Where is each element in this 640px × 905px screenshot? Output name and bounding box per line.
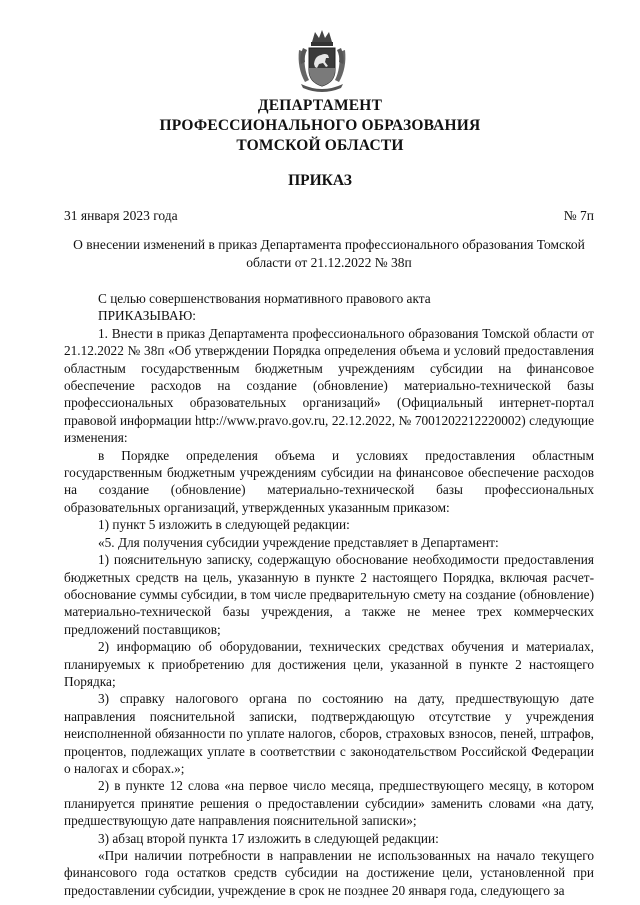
body-paragraph: 1. Внести в приказ Департамента профессионального образования Томской области от 21.12.2022 № 38п «Об утверждении Порядка определения объема и условий предоставления областным государственным бюджетным учреждениям субсидии на финансовое обеспечение расходов на создание (обновление) материально-технической базы профессиональных образовательных организаций» (Официальный интернет-портал правовой информации http://www.pravo.gov.ru, 22.12.2022, № 7001202212220002) следующие изменения:	[64, 325, 594, 446]
department-title-line-3: ТОМСКОЙ ОБЛАСТИ	[236, 137, 404, 154]
document-body	[64, 290, 594, 899]
body-paragraph: 3) справку налогового органа по состоянию на дату, предшествующую дате направления пояснительной записки, подтверждающую отсутствие у учреждения неисполненной обязанности по уплате налогов, сборов, страховых взносов, пеней, штрафов, процентов, подлежащих уплате в соответствии с законодательством Российской Федерации о налогах и сборах.»;	[64, 691, 594, 776]
body-paragraph: 2) информацию об оборудовании, технических средствах обучения и материалах, планируемых к приобретению для достижения цели, указанной в пункте 2 настоящего Порядка;	[64, 639, 594, 689]
body-paragraph: 1) пункт 5 изложить в следующей редакции:	[98, 517, 350, 533]
document-date: 31 января 2023 года	[64, 208, 178, 223]
body-paragraph: 2) в пункте 12 слова «на первое число месяца, предшествующего месяцу, в котором планируется принятие решения о предоставлении субсидии» заменить словами «на дату, предшествующую дате направления пояснительной записки»;	[64, 778, 594, 829]
document-subject: О внесении изменений в приказ Департамента профессионального образования Томской области от 21.12.2022 № 38п	[73, 237, 585, 270]
tomsk-oblast-coat-of-arms-icon	[295, 28, 349, 94]
body-paragraph: С целью совершенствования нормативного правового акта	[98, 291, 431, 306]
department-title-line-2: ПРОФЕССИОНАЛЬНОГО ОБРАЗОВАНИЯ	[159, 117, 481, 134]
body-paragraph: ПРИКАЗЫВАЮ:	[98, 308, 196, 324]
body-paragraph: «При наличии потребности в направлении не использованных на начало текущего финансового года остатков средств субсидии на достижение цели, установленной при предоставлении субсидии, учреждение в срок не позднее 20 января года, следующего за	[64, 848, 594, 898]
body-paragraph: в Порядке определения объема и условиях предоставления областным государственным бюджетным учреждениям субсидии на финансовое обеспечение расходов на создание (обновление) материально-технической базы профессиональных образовательных организаций, утвержденных указанным приказом:	[64, 447, 594, 515]
body-paragraph: «5. Для получения субсидии учреждение представляет в Департамент:	[98, 534, 499, 550]
body-paragraph: 3) абзац второй пункта 17 изложить в следующей редакции:	[98, 830, 439, 846]
document-number: № 7п	[563, 208, 594, 223]
department-title-line-1: ДЕПАРТАМЕНТ	[257, 97, 383, 114]
body-paragraph: 1) пояснительную записку, содержащую обоснование необходимости предоставления бюджетных средств на цель, указанную в пункте 2 настоящего Порядка, включая расчет-обоснование суммы субсидии, в том числе предварительную смету на создание (обновление) материально-технической базы учреждения, а также не менее трех коммерческих предложений поставщиков;	[64, 552, 594, 637]
document-type-title: ПРИКАЗ	[288, 172, 352, 189]
